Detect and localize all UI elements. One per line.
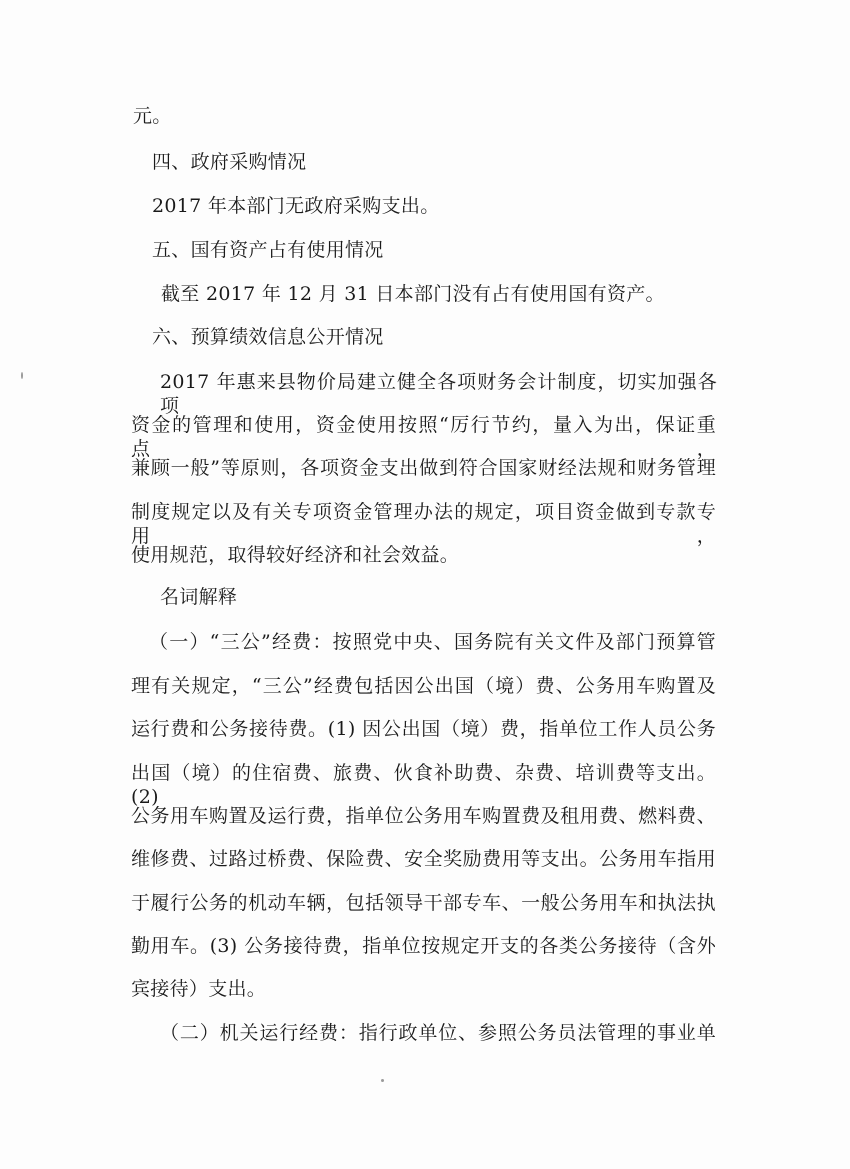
text-line: 理有关规定，“三公”经费包括因公出国（境）费、公务用车购置及 xyxy=(131,675,716,697)
text-line: 出国（境）的住宿费、旅费、伙食补助费、杂费、培训费等支出。(2) xyxy=(131,762,716,808)
section-heading: 五、国有资产占有使用情况 xyxy=(152,239,384,261)
text-line: 制度规定以及有关专项资金管理办法的规定，项目资金做到专款专用， xyxy=(131,501,716,547)
scan-mark xyxy=(381,1079,384,1082)
section-heading: 六、预算绩效信息公开情况 xyxy=(152,326,384,348)
text-line: 运行费和公务接待费。(1) 因公出国（境）费，指单位工作人员公务 xyxy=(131,718,716,740)
text-line: 维修费、过路过桥费、保险费、安全奖励费用等支出。公务用车指用 xyxy=(131,848,716,870)
text-line: 于履行公务的机动车辆，包括领导干部专车、一般公务用车和执法执 xyxy=(131,892,716,914)
text-line: 勤用车。(3) 公务接待费，指单位按规定开支的各类公务接待（含外 xyxy=(131,935,716,957)
text-line: 兼顾一般”等原则，各项资金支出做到符合国家财经法规和财务管理 xyxy=(131,457,716,479)
text-line: （一）“三公”经费：按照党中央、国务院有关文件及部门预算管 xyxy=(149,631,716,653)
text-line: 使用规范，取得较好经济和社会效益。 xyxy=(131,544,460,566)
text-line: 公务用车购置及运行费，指单位公务用车购置费及租用费、燃料费、 xyxy=(131,805,716,827)
text-line: 2017 年本部门无政府采购支出。 xyxy=(152,195,440,217)
text-line: 宾接待）支出。 xyxy=(131,978,267,1000)
section-heading: 四、政府采购情况 xyxy=(152,151,307,173)
section-heading: 名词解释 xyxy=(160,586,238,608)
scan-mark xyxy=(21,372,23,379)
text-line: （二）机关运行经费：指行政单位、参照公务员法管理的事业单 xyxy=(160,1022,716,1044)
text-line: 资金的管理和使用，资金使用按照“厉行节约，量入为出，保证重点， xyxy=(131,414,716,460)
text-line: 元。 xyxy=(133,105,172,127)
text-line: 截至 2017 年 12 月 31 日本部门没有占有使用国有资产。 xyxy=(161,283,665,305)
text-line: 2017 年惠来县物价局建立健全各项财务会计制度，切实加强各项 xyxy=(160,371,717,417)
